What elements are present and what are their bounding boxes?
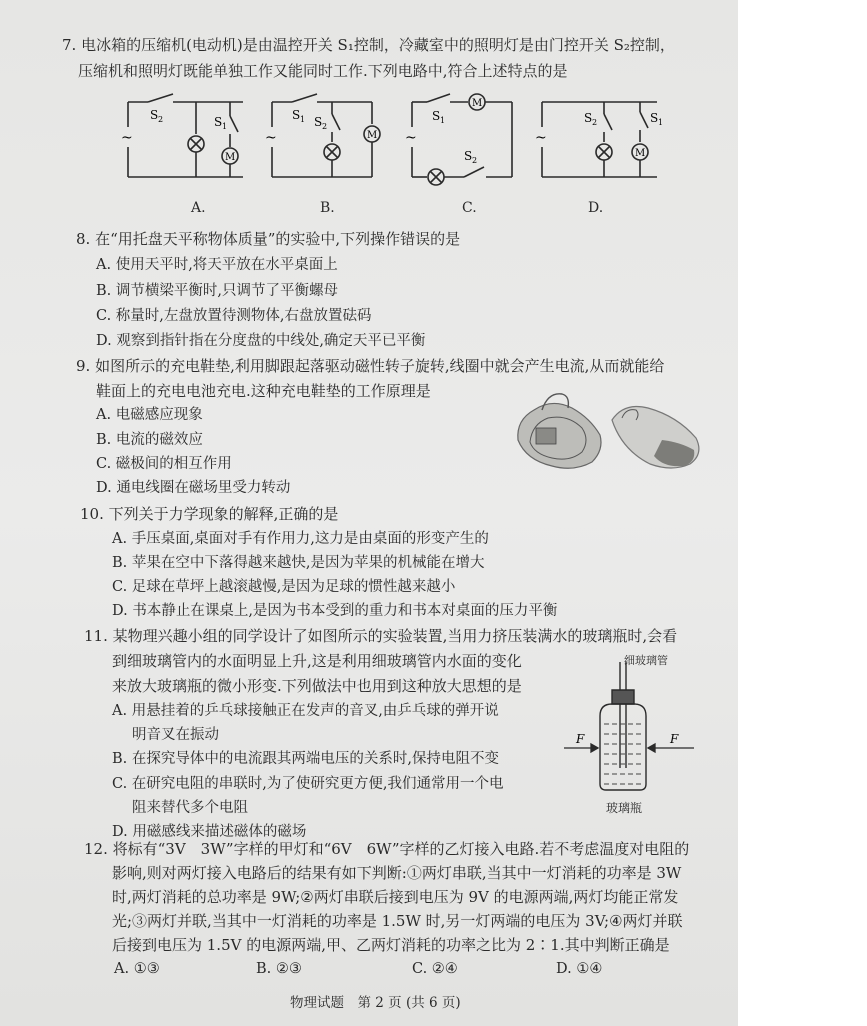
svg-text:1: 1 bbox=[440, 116, 446, 125]
svg-text:1: 1 bbox=[222, 122, 228, 131]
q7-option-a[interactable]: A. bbox=[191, 200, 206, 216]
q12-stem-line5: 后接到电压为 1.5V 的电源两端,甲、乙两灯消耗的功率之比为 2∶1.其中判断正确是 bbox=[112, 936, 670, 954]
q10-stem: 10. 下列关于力学现象的解释,正确的是 bbox=[80, 505, 339, 523]
circuit-a-diagram bbox=[118, 92, 258, 187]
svg-text:2: 2 bbox=[158, 115, 164, 124]
svg-text:S: S bbox=[650, 111, 659, 125]
svg-text:S: S bbox=[432, 109, 441, 123]
q8-option-a[interactable]: A. 使用天平时,将天平放在水平桌面上 bbox=[96, 257, 338, 273]
q11-option-a-line1[interactable]: A. 用悬挂着的乒乓球接触正在发声的音叉,由乒乓球的弹开说 bbox=[112, 703, 499, 719]
svg-text:1: 1 bbox=[300, 115, 306, 124]
motor-symbol: M bbox=[225, 152, 236, 163]
q11-option-c-line1[interactable]: C. 在研究电阻的串联时,为了使研究更方便,我们通常用一个电 bbox=[112, 776, 504, 792]
q8-option-c[interactable]: C. 称量时,左盘放置待测物体,右盘放置砝码 bbox=[96, 308, 372, 324]
charging-insole-figure bbox=[512, 380, 707, 475]
q11-stem-line3: 来放大玻璃瓶的微小形变.下列做法中也用到这种放大思想的是 bbox=[112, 677, 522, 695]
q7-option-d[interactable]: D. bbox=[588, 200, 604, 216]
svg-text:M: M bbox=[367, 130, 378, 141]
q7-option-c[interactable]: C. bbox=[462, 200, 477, 216]
q10-option-a[interactable]: A. 手压桌面,桌面对手有作用力,这力是由桌面的形变产生的 bbox=[112, 531, 489, 547]
q12-stem-line4: 光;③两灯并联,当其中一灯消耗的功率是 1.5W 时,另一灯两端的电压为 3V;④两灯并联 bbox=[112, 912, 683, 930]
svg-text:2: 2 bbox=[592, 118, 598, 127]
squeeze-bottle-figure bbox=[560, 660, 700, 800]
q10-option-c[interactable]: C. 足球在草坪上越滚越慢,是因为足球的惯性越来越小 bbox=[112, 579, 456, 595]
q12-option-c[interactable]: C. ②④ bbox=[412, 961, 458, 977]
q10-option-b[interactable]: B. 苹果在空中下落得越来越快,是因为苹果的机械能在增大 bbox=[112, 555, 485, 571]
q11-stem-line1: 11. 某物理兴趣小组的同学设计了如图所示的实验装置,当用力挤压装满水的玻璃瓶时,会看 bbox=[84, 627, 678, 645]
svg-text:S: S bbox=[314, 115, 323, 129]
svg-text:~: ~ bbox=[265, 130, 277, 146]
q12-option-a[interactable]: A. ①③ bbox=[114, 961, 160, 977]
q7-stem-line1: 7. 电冰箱的压缩机(电动机)是由温控开关 S₁控制，冷藏室中的照明灯是由门控开关 S₂控制， bbox=[62, 36, 675, 54]
q7-option-b[interactable]: B. bbox=[320, 200, 335, 216]
circuit-b-diagram bbox=[262, 92, 402, 187]
q12-stem-line2: 影响,则对两灯接入电路后的结果有如下判断:①两灯串联,当其中一灯消耗的功率是 3W bbox=[112, 864, 682, 882]
q12-stem-line1: 12. 将标有“3V 3W”字样的甲灯和“6V 6W”字样的乙灯接入电路.若不考虑温度对电阻的 bbox=[84, 840, 690, 858]
force-label-right: F bbox=[670, 732, 679, 746]
svg-text:S: S bbox=[214, 115, 223, 129]
q10-option-d[interactable]: D. 书本静止在课桌上,是因为书本受到的重力和书本对桌面的压力平衡 bbox=[112, 603, 558, 619]
q9-option-a[interactable]: A. 电磁感应现象 bbox=[96, 407, 203, 423]
q11-option-a-line2[interactable]: 明音叉在振动 bbox=[132, 727, 219, 743]
svg-text:S: S bbox=[150, 108, 159, 122]
svg-text:M: M bbox=[472, 98, 483, 109]
q9-option-c[interactable]: C. 磁极间的相互作用 bbox=[96, 456, 232, 472]
q9-option-b[interactable]: B. 电流的磁效应 bbox=[96, 432, 203, 448]
svg-text:S: S bbox=[584, 111, 593, 125]
q12-option-b[interactable]: B. ②③ bbox=[256, 961, 302, 977]
q8-option-b[interactable]: B. 调节横梁平衡时,只调节了平衡螺母 bbox=[96, 283, 338, 299]
svg-text:2: 2 bbox=[472, 156, 478, 165]
q11-option-c-line2[interactable]: 阻来替代多个电阻 bbox=[132, 800, 248, 816]
circuit-c-diagram bbox=[402, 92, 542, 187]
q9-stem-line1: 9. 如图所示的充电鞋垫,利用脚跟起落驱动磁性转子旋转,线圈中就会产生电流,从而就能给 bbox=[76, 357, 665, 375]
q8-option-d[interactable]: D. 观察到指针指在分度盘的中线处,确定天平已平衡 bbox=[96, 333, 426, 349]
force-label-left: F bbox=[576, 732, 585, 746]
page-footer: 物理试题 第 2 页 (共 6 页) bbox=[290, 995, 461, 1011]
fig-label-bottle: 玻璃瓶 bbox=[606, 801, 643, 815]
svg-text:M: M bbox=[635, 148, 646, 159]
q12-option-d[interactable]: D. ①④ bbox=[556, 961, 603, 977]
q9-stem-line2: 鞋面上的充电电池充电.这种充电鞋垫的工作原理是 bbox=[96, 382, 431, 400]
q8-stem: 8. 在“用托盘天平称物体质量”的实验中,下列操作错误的是 bbox=[76, 230, 461, 248]
q7-stem-line2: 压缩机和照明灯既能单独工作又能同时工作.下列电路中,符合上述特点的是 bbox=[78, 62, 568, 80]
svg-text:~: ~ bbox=[405, 130, 417, 146]
q11-stem-line2: 到细玻璃管内的水面明显上升,这是利用细玻璃管内水面的变化 bbox=[112, 652, 522, 670]
svg-text:2: 2 bbox=[322, 122, 328, 131]
q11-option-b[interactable]: B. 在探究导体中的电流跟其两端电压的关系时,保持电阻不变 bbox=[112, 751, 499, 767]
circuit-d-diagram bbox=[532, 92, 672, 187]
svg-text:S: S bbox=[464, 149, 473, 163]
ac-source-symbol: ~ bbox=[121, 130, 133, 146]
fig-label-thin-tube: 细玻璃管 bbox=[624, 654, 668, 667]
q11-option-d[interactable]: D. 用磁感线来描述磁体的磁场 bbox=[112, 824, 307, 840]
svg-text:~: ~ bbox=[535, 130, 547, 146]
svg-text:S: S bbox=[292, 108, 301, 122]
svg-text:1: 1 bbox=[658, 118, 664, 127]
q9-option-d[interactable]: D. 通电线圈在磁场里受力转动 bbox=[96, 480, 291, 496]
q12-stem-line3: 时,两灯消耗的总功率是 9W;②两灯串联后接到电压为 9V 的电源两端,两灯均能正常发 bbox=[112, 888, 679, 906]
